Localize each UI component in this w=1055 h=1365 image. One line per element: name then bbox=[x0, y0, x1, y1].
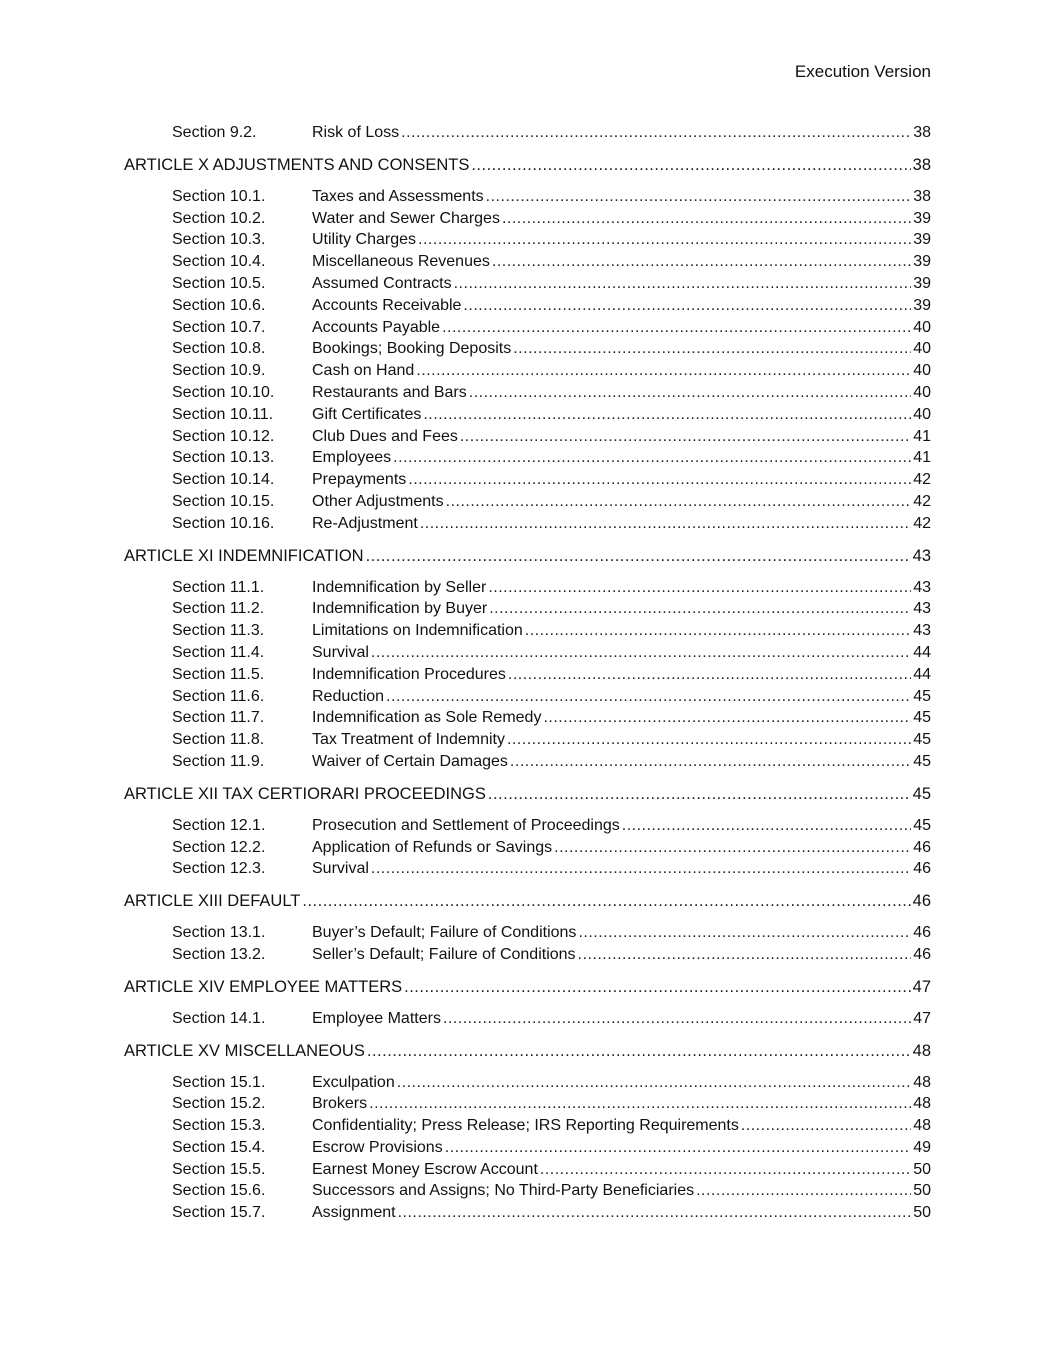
toc-page-number: 50 bbox=[913, 1204, 931, 1222]
toc-section-title: Reduction bbox=[312, 687, 385, 705]
toc-section-title: Prepayments bbox=[312, 471, 407, 489]
toc-dot-leader bbox=[420, 515, 911, 533]
toc-page-number: 39 bbox=[913, 231, 931, 249]
toc-article-entry[interactable] bbox=[124, 785, 931, 807]
toc-dot-leader bbox=[366, 547, 911, 566]
toc-section-entry[interactable] bbox=[124, 924, 931, 946]
toc-section-entry[interactable] bbox=[124, 666, 931, 688]
toc-dot-leader bbox=[502, 210, 911, 228]
toc-section-title: Assignment bbox=[312, 1204, 396, 1222]
toc-section-title: Successors and Assigns; No Third-Party Beneficiaries bbox=[312, 1182, 695, 1200]
toc-page-number: 45 bbox=[912, 784, 931, 803]
toc-page-number: 43 bbox=[913, 622, 931, 640]
toc-section-entry[interactable] bbox=[124, 188, 931, 210]
toc-article-title: ARTICLE XII TAX CERTIORARI PROCEEDINGS bbox=[124, 784, 486, 803]
toc-section-title: Re-Adjustment bbox=[312, 514, 418, 532]
toc-page-number: 48 bbox=[912, 1041, 931, 1060]
toc-dot-leader bbox=[401, 124, 911, 142]
toc-dot-leader bbox=[418, 231, 911, 249]
toc-section-number: Section 13.1. bbox=[172, 924, 266, 942]
toc-section-title: Survival bbox=[312, 860, 369, 878]
toc-section-entry[interactable] bbox=[124, 709, 931, 731]
toc-section-number: Section 10.12. bbox=[172, 427, 275, 445]
toc-dot-leader bbox=[463, 297, 911, 315]
toc-dot-leader bbox=[486, 188, 911, 206]
toc-section-title: Taxes and Assessments bbox=[312, 187, 484, 205]
toc-section-number: Section 10.4. bbox=[172, 253, 266, 271]
toc-section-number: Section 15.3. bbox=[172, 1117, 266, 1135]
toc-dot-leader bbox=[398, 1204, 911, 1222]
toc-section-title: Other Adjustments bbox=[312, 492, 444, 510]
toc-section-number: Section 14.1. bbox=[172, 1009, 266, 1027]
toc-section-title: Confidentiality; Press Release; IRS Reporting Requirements bbox=[312, 1117, 739, 1135]
toc-section-title: Prosecution and Settlement of Proceedings bbox=[312, 816, 620, 834]
toc-section-number: Section 11.5. bbox=[172, 665, 265, 683]
toc-section-title: Survival bbox=[312, 643, 369, 661]
toc-page-number: 39 bbox=[913, 296, 931, 314]
toc-page-number: 50 bbox=[913, 1160, 931, 1178]
toc-page-number: 43 bbox=[912, 546, 931, 565]
toc-section-entry[interactable] bbox=[124, 362, 931, 384]
toc-section-title: Miscellaneous Revenues bbox=[312, 253, 490, 271]
toc-section-number: Section 11.1. bbox=[172, 578, 265, 596]
toc-page-number: 39 bbox=[913, 209, 931, 227]
toc-page-number: 40 bbox=[913, 340, 931, 358]
toc-dot-leader bbox=[488, 785, 911, 804]
toc-section-number: Section 10.14. bbox=[172, 471, 275, 489]
toc-section-number: Section 10.2. bbox=[172, 209, 266, 227]
toc-page-number: 39 bbox=[913, 253, 931, 271]
toc-section-title: Water and Sewer Charges bbox=[312, 209, 500, 227]
toc-section-title: Cash on Hand bbox=[312, 362, 415, 380]
toc-section-number: Section 10.11. bbox=[172, 405, 274, 423]
toc-section-number: Section 15.6. bbox=[172, 1182, 266, 1200]
toc-section-entry[interactable] bbox=[124, 579, 931, 601]
toc-page-number: 46 bbox=[913, 860, 931, 878]
toc-section-entry[interactable] bbox=[124, 319, 931, 341]
toc-section-entry[interactable] bbox=[124, 210, 931, 232]
toc-section-number: Section 10.3. bbox=[172, 231, 266, 249]
toc-section-title: Indemnification by Seller bbox=[312, 578, 487, 596]
toc-section-title: Escrow Provisions bbox=[312, 1138, 443, 1156]
toc-section-entry[interactable] bbox=[124, 449, 931, 471]
toc-page-number: 49 bbox=[913, 1138, 931, 1156]
toc-page-number: 46 bbox=[913, 945, 931, 963]
toc-section-entry[interactable] bbox=[124, 428, 931, 450]
toc-section-entry[interactable] bbox=[124, 1095, 931, 1117]
toc-page-number: 45 bbox=[913, 731, 931, 749]
toc-section-entry[interactable] bbox=[124, 688, 931, 710]
toc-dot-leader bbox=[404, 978, 911, 997]
toc-page-number: 40 bbox=[913, 318, 931, 336]
toc-dot-leader bbox=[443, 1010, 911, 1028]
toc-section-number: Section 15.7. bbox=[172, 1204, 266, 1222]
toc-section-entry[interactable] bbox=[124, 1074, 931, 1096]
toc-section-entry[interactable] bbox=[124, 946, 931, 968]
toc-section-number: Section 11.9. bbox=[172, 752, 265, 770]
toc-dot-leader bbox=[442, 319, 911, 337]
toc-section-number: Section 11.6. bbox=[172, 687, 265, 705]
toc-section-title: Buyer’s Default; Failure of Conditions bbox=[312, 924, 577, 942]
toc-section-number: Section 11.8. bbox=[172, 731, 265, 749]
toc-section-entry[interactable] bbox=[124, 275, 931, 297]
toc-section-title: Assumed Contracts bbox=[312, 274, 452, 292]
toc-section-number: Section 12.3. bbox=[172, 860, 266, 878]
toc-section-title: Employee Matters bbox=[312, 1009, 441, 1027]
toc-section-title: Waiver of Certain Damages bbox=[312, 752, 508, 770]
toc-article-entry[interactable] bbox=[124, 892, 931, 914]
toc-page-number: 40 bbox=[913, 362, 931, 380]
toc-page-number: 40 bbox=[913, 383, 931, 401]
toc-section-entry[interactable] bbox=[124, 253, 931, 275]
toc-section-entry[interactable] bbox=[124, 231, 931, 253]
toc-page-number: 38 bbox=[913, 124, 931, 141]
toc-section-title: Limitations on Indemnification bbox=[312, 622, 523, 640]
toc-dot-leader bbox=[622, 817, 911, 835]
toc-section-entry[interactable] bbox=[124, 644, 931, 666]
toc-page-number: 38 bbox=[912, 155, 931, 174]
toc-section-entry[interactable] bbox=[124, 384, 931, 406]
toc-page-number: 44 bbox=[913, 643, 931, 661]
toc-section-entry[interactable] bbox=[124, 600, 931, 622]
toc-section-number: Section 9.2. bbox=[172, 124, 257, 141]
toc-dot-leader bbox=[445, 1139, 911, 1157]
table-of-contents bbox=[124, 124, 931, 1226]
toc-page-number: 46 bbox=[913, 838, 931, 856]
toc-section-number: Section 15.2. bbox=[172, 1095, 266, 1113]
toc-section-title: Indemnification by Buyer bbox=[312, 600, 488, 618]
page-header-label: Execution Version bbox=[794, 62, 931, 81]
toc-dot-leader bbox=[543, 709, 911, 727]
toc-section-title: Brokers bbox=[312, 1095, 368, 1113]
toc-dot-leader bbox=[371, 644, 911, 662]
toc-section-entry[interactable] bbox=[124, 1010, 931, 1032]
toc-section-number: Section 15.4. bbox=[172, 1138, 266, 1156]
toc-section-number: Section 11.2. bbox=[172, 600, 265, 618]
toc-section-number: Section 10.10. bbox=[172, 383, 275, 401]
toc-section-entry[interactable] bbox=[124, 297, 931, 319]
toc-section-entry[interactable] bbox=[124, 839, 931, 861]
toc-page-number: 50 bbox=[913, 1182, 931, 1200]
toc-dot-leader bbox=[367, 1042, 911, 1061]
toc-section-entry[interactable] bbox=[124, 340, 931, 362]
toc-section-entry[interactable] bbox=[124, 471, 931, 493]
toc-page-number: 45 bbox=[913, 709, 931, 727]
toc-section-number: Section 10.1. bbox=[172, 187, 266, 205]
toc-dot-leader bbox=[393, 449, 911, 467]
toc-dot-leader bbox=[507, 731, 911, 749]
toc-page-number: 43 bbox=[913, 600, 931, 618]
toc-section-entry[interactable] bbox=[124, 1161, 931, 1183]
toc-dot-leader bbox=[471, 156, 910, 175]
toc-dot-leader bbox=[492, 253, 911, 271]
toc-dot-leader bbox=[525, 622, 911, 640]
toc-section-title: Bookings; Booking Deposits bbox=[312, 340, 512, 358]
toc-dot-leader bbox=[578, 946, 911, 964]
toc-page-number: 48 bbox=[913, 1073, 931, 1091]
toc-section-title: Indemnification as Sole Remedy bbox=[312, 709, 542, 727]
toc-page-number: 40 bbox=[913, 405, 931, 423]
toc-dot-leader bbox=[578, 924, 911, 942]
toc-article-entry[interactable] bbox=[124, 547, 931, 569]
toc-page-number: 42 bbox=[913, 492, 931, 510]
toc-section-entry[interactable] bbox=[124, 622, 931, 644]
toc-dot-leader bbox=[446, 493, 911, 511]
toc-section-number: Section 12.2. bbox=[172, 838, 266, 856]
toc-dot-leader bbox=[302, 892, 910, 911]
toc-section-title: Risk of Loss bbox=[312, 124, 400, 141]
toc-page-number: 38 bbox=[913, 187, 931, 205]
toc-section-number: Section 11.4. bbox=[172, 643, 265, 661]
toc-page-number: 41 bbox=[913, 427, 931, 445]
toc-section-title: Accounts Payable bbox=[312, 318, 441, 336]
toc-section-title: Gift Certificates bbox=[312, 405, 422, 423]
toc-dot-leader bbox=[369, 1095, 911, 1113]
toc-section-number: Section 12.1. bbox=[172, 816, 266, 834]
toc-section-number: Section 10.15. bbox=[172, 492, 275, 510]
toc-section-entry[interactable] bbox=[124, 1139, 931, 1161]
toc-article-title: ARTICLE X ADJUSTMENTS AND CONSENTS bbox=[124, 155, 470, 174]
toc-page-number: 48 bbox=[913, 1095, 931, 1113]
toc-section-entry[interactable] bbox=[124, 515, 931, 537]
toc-section-entry[interactable] bbox=[124, 1204, 931, 1226]
toc-page-number: 47 bbox=[913, 1009, 931, 1027]
toc-section-number: Section 11.3. bbox=[172, 622, 265, 640]
toc-section-entry[interactable] bbox=[124, 860, 931, 882]
toc-section-number: Section 10.13. bbox=[172, 449, 275, 467]
toc-article-entry[interactable] bbox=[124, 978, 931, 1000]
toc-page-number: 42 bbox=[913, 514, 931, 532]
toc-dot-leader bbox=[510, 753, 911, 771]
toc-dot-leader bbox=[741, 1117, 911, 1135]
toc-page-number: 42 bbox=[913, 471, 931, 489]
toc-dot-leader bbox=[386, 688, 911, 706]
toc-dot-leader bbox=[489, 600, 911, 618]
toc-dot-leader bbox=[488, 579, 911, 597]
toc-page-number: 46 bbox=[913, 924, 931, 942]
toc-article-entry[interactable] bbox=[124, 1042, 931, 1064]
toc-section-title: Earnest Money Escrow Account bbox=[312, 1160, 538, 1178]
toc-dot-leader bbox=[423, 406, 911, 424]
toc-dot-leader bbox=[416, 362, 911, 380]
toc-page-number: 43 bbox=[913, 578, 931, 596]
toc-dot-leader bbox=[371, 860, 911, 878]
toc-section-number: Section 15.1. bbox=[172, 1073, 266, 1091]
toc-dot-leader bbox=[508, 666, 911, 684]
toc-section-title: Employees bbox=[312, 449, 392, 467]
toc-dot-leader bbox=[408, 471, 911, 489]
toc-section-title: Exculpation bbox=[312, 1073, 395, 1091]
toc-section-title: Seller’s Default; Failure of Conditions bbox=[312, 945, 576, 963]
toc-section-number: Section 10.8. bbox=[172, 340, 266, 358]
toc-page-number: 48 bbox=[913, 1117, 931, 1135]
toc-section-entry[interactable] bbox=[124, 731, 931, 753]
toc-page-number: 45 bbox=[913, 687, 931, 705]
toc-section-title: Tax Treatment of Indemnity bbox=[312, 731, 505, 749]
toc-page-number: 46 bbox=[912, 892, 931, 911]
toc-dot-leader bbox=[397, 1074, 911, 1092]
toc-article-title: ARTICLE XIV EMPLOYEE MATTERS bbox=[124, 977, 403, 996]
toc-dot-leader bbox=[540, 1161, 911, 1179]
toc-section-title: Restaurants and Bars bbox=[312, 383, 467, 401]
toc-dot-leader bbox=[460, 428, 911, 446]
toc-section-entry[interactable] bbox=[124, 406, 931, 428]
toc-section-entry[interactable] bbox=[124, 1117, 931, 1139]
toc-dot-leader bbox=[513, 340, 911, 358]
toc-article-title: ARTICLE XI INDEMNIFICATION bbox=[124, 546, 364, 565]
toc-page-number: 45 bbox=[913, 752, 931, 770]
toc-section-number: Section 10.9. bbox=[172, 362, 266, 380]
toc-article-title: ARTICLE XV MISCELLANEOUS bbox=[124, 1041, 365, 1060]
toc-page-number: 47 bbox=[912, 977, 931, 996]
toc-section-number: Section 10.5. bbox=[172, 274, 266, 292]
toc-section-number: Section 10.16. bbox=[172, 514, 275, 532]
toc-section-entry[interactable] bbox=[124, 124, 931, 146]
toc-page-number: 41 bbox=[913, 449, 931, 467]
toc-section-number: Section 15.5. bbox=[172, 1160, 266, 1178]
toc-dot-leader bbox=[696, 1182, 911, 1200]
toc-section-entry[interactable] bbox=[124, 753, 931, 775]
toc-section-number: Section 10.7. bbox=[172, 318, 266, 336]
toc-page-number: 45 bbox=[913, 816, 931, 834]
toc-section-title: Utility Charges bbox=[312, 231, 417, 249]
toc-section-entry[interactable] bbox=[124, 1182, 931, 1204]
toc-section-entry[interactable] bbox=[124, 817, 931, 839]
toc-section-number: Section 13.2. bbox=[172, 945, 266, 963]
toc-page-number: 44 bbox=[913, 665, 931, 683]
toc-dot-leader bbox=[454, 275, 911, 293]
toc-article-title: ARTICLE XIII DEFAULT bbox=[124, 892, 301, 911]
toc-dot-leader bbox=[469, 384, 911, 402]
toc-page-number: 39 bbox=[913, 274, 931, 292]
toc-section-title: Application of Refunds or Savings bbox=[312, 838, 553, 856]
toc-section-title: Accounts Receivable bbox=[312, 296, 462, 314]
toc-section-title: Indemnification Procedures bbox=[312, 665, 506, 683]
toc-section-title: Club Dues and Fees bbox=[312, 427, 458, 445]
toc-section-entry[interactable] bbox=[124, 493, 931, 515]
toc-dot-leader bbox=[554, 839, 911, 857]
toc-section-number: Section 11.7. bbox=[172, 709, 265, 727]
toc-section-number: Section 10.6. bbox=[172, 296, 266, 314]
toc-article-entry[interactable] bbox=[124, 156, 931, 178]
